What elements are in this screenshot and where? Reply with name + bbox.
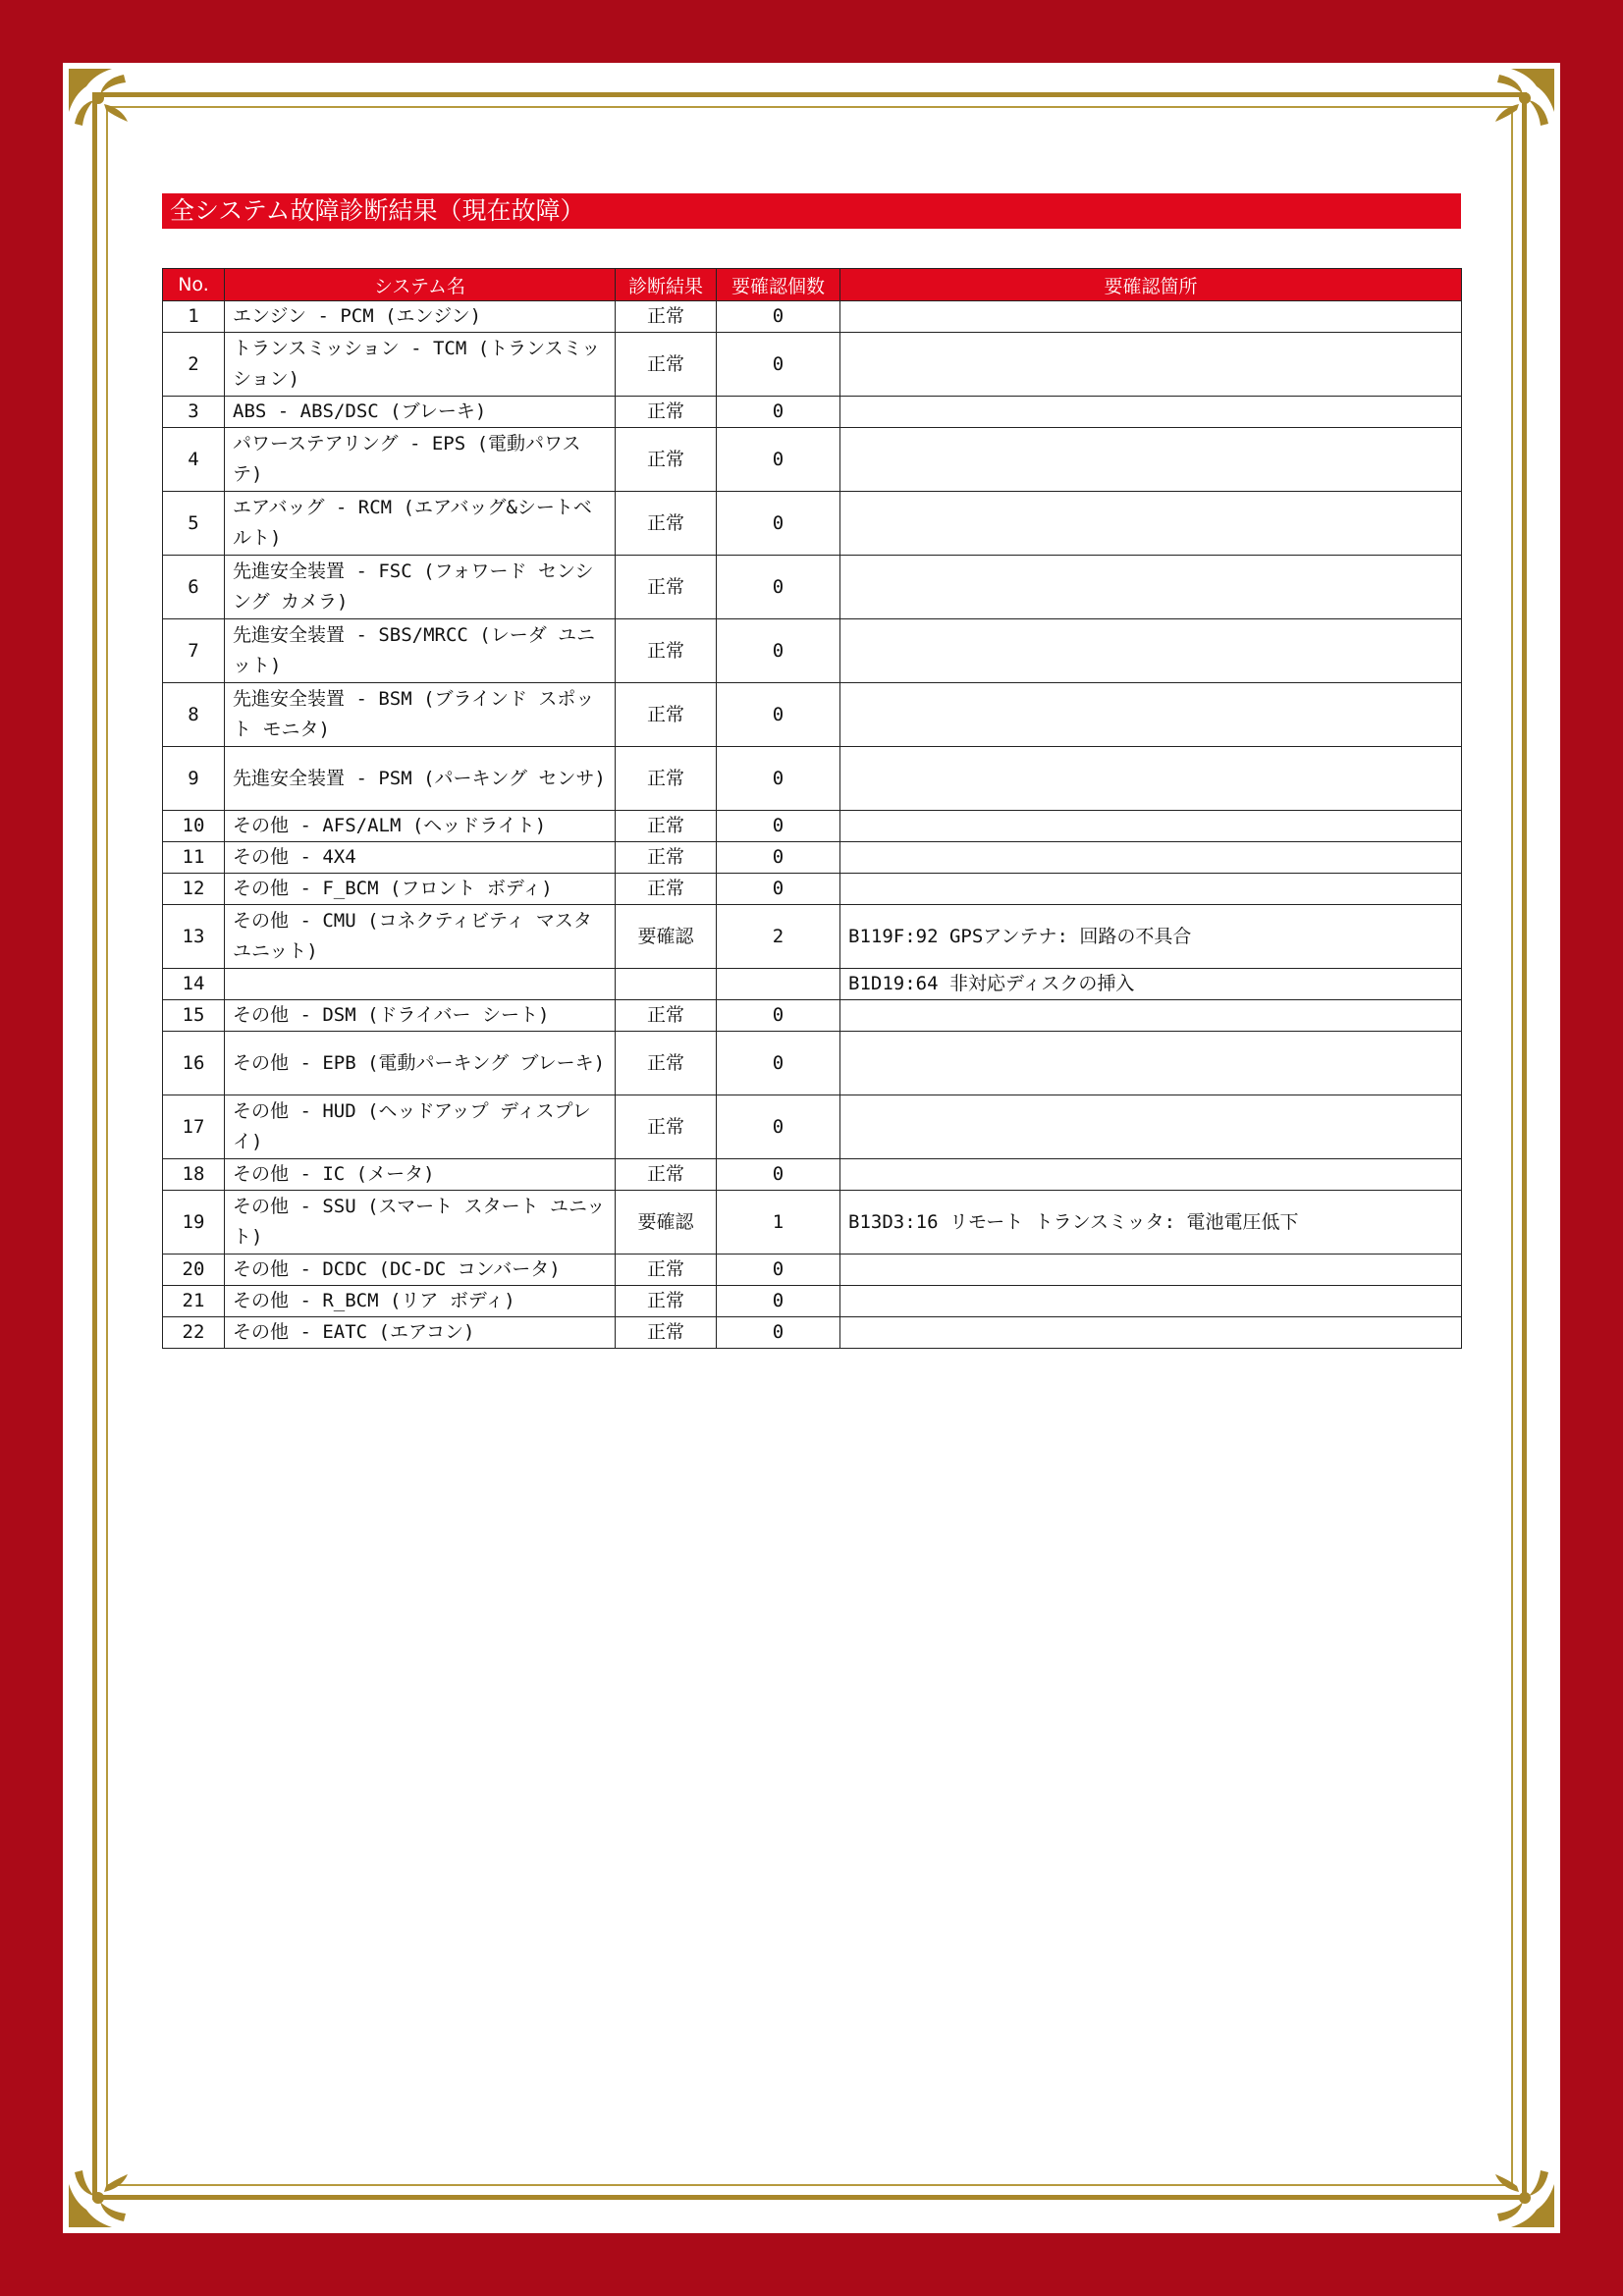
row-system-name xyxy=(225,969,616,1000)
table-row xyxy=(163,747,1462,811)
row-system-name: パワーステアリング - EPS (電動パワステ) xyxy=(225,428,616,492)
header-count: 要確認個数 xyxy=(717,269,840,301)
table-row xyxy=(163,1032,1462,1095)
row-number: 3 xyxy=(163,397,225,428)
row-number: 10 xyxy=(163,811,225,842)
table-row xyxy=(163,874,1462,905)
row-result: 正常 xyxy=(616,301,717,333)
table-body xyxy=(163,301,1462,1349)
row-result: 正常 xyxy=(616,811,717,842)
row-result: 正常 xyxy=(616,874,717,905)
table-row xyxy=(163,1255,1462,1286)
row-count: 0 xyxy=(717,428,840,492)
row-result: 正常 xyxy=(616,1032,717,1095)
table-row xyxy=(163,1000,1462,1032)
table-row xyxy=(163,333,1462,397)
row-location: B1D19:64 非対応ディスクの挿入 xyxy=(840,969,1462,1000)
row-count: 0 xyxy=(717,1255,840,1286)
row-location xyxy=(840,1159,1462,1191)
row-location xyxy=(840,556,1462,619)
row-system-name: その他 - F_BCM (フロント ボディ) xyxy=(225,874,616,905)
row-count: 0 xyxy=(717,811,840,842)
row-result: 要確認 xyxy=(616,905,717,969)
row-system-name: その他 - 4X4 xyxy=(225,842,616,874)
row-count: 0 xyxy=(717,1159,840,1191)
table-header-row xyxy=(163,269,1462,301)
row-system-name: その他 - R_BCM (リア ボディ) xyxy=(225,1286,616,1317)
row-count: 0 xyxy=(717,683,840,747)
row-result: 正常 xyxy=(616,428,717,492)
row-location xyxy=(840,683,1462,747)
row-result: 正常 xyxy=(616,1317,717,1349)
row-location xyxy=(840,301,1462,333)
row-count: 2 xyxy=(717,905,840,969)
table-row xyxy=(163,842,1462,874)
row-system-name: その他 - SSU (スマート スタート ユニット) xyxy=(225,1191,616,1255)
corner-ornament-icon xyxy=(1468,2141,1558,2231)
row-location xyxy=(840,428,1462,492)
table-row xyxy=(163,811,1462,842)
row-location xyxy=(840,397,1462,428)
row-result: 正常 xyxy=(616,1000,717,1032)
row-count: 0 xyxy=(717,492,840,556)
row-system-name: その他 - DSM (ドライバー シート) xyxy=(225,1000,616,1032)
row-system-name: その他 - AFS/ALM (ヘッドライト) xyxy=(225,811,616,842)
diagnosis-table xyxy=(162,268,1462,1349)
row-number: 16 xyxy=(163,1032,225,1095)
row-count: 0 xyxy=(717,874,840,905)
row-location xyxy=(840,842,1462,874)
row-count: 0 xyxy=(717,747,840,811)
header-location: 要確認箇所 xyxy=(840,269,1462,301)
row-number: 21 xyxy=(163,1286,225,1317)
row-result: 正常 xyxy=(616,1159,717,1191)
row-result: 正常 xyxy=(616,747,717,811)
row-result: 正常 xyxy=(616,492,717,556)
table-row xyxy=(163,1317,1462,1349)
table-row xyxy=(163,397,1462,428)
row-count: 0 xyxy=(717,842,840,874)
row-number: 9 xyxy=(163,747,225,811)
row-system-name: 先進安全装置 - SBS/MRCC (レーダ ユニット) xyxy=(225,619,616,683)
header-no: No. xyxy=(163,269,225,301)
row-result: 正常 xyxy=(616,1095,717,1159)
row-location xyxy=(840,492,1462,556)
row-location xyxy=(840,1000,1462,1032)
row-count: 0 xyxy=(717,619,840,683)
row-system-name: エアバッグ - RCM (エアバッグ&シートベルト) xyxy=(225,492,616,556)
header-system-name: システム名 xyxy=(225,269,616,301)
row-system-name: その他 - EPB (電動パーキング ブレーキ) xyxy=(225,1032,616,1095)
row-number: 11 xyxy=(163,842,225,874)
row-count: 1 xyxy=(717,1191,840,1255)
table-row xyxy=(163,969,1462,1000)
row-location: B119F:92 GPSアンテナ: 回路の不具合 xyxy=(840,905,1462,969)
row-number: 6 xyxy=(163,556,225,619)
table-row xyxy=(163,1286,1462,1317)
row-number: 8 xyxy=(163,683,225,747)
row-location xyxy=(840,333,1462,397)
table-row xyxy=(163,683,1462,747)
row-number: 7 xyxy=(163,619,225,683)
row-result: 正常 xyxy=(616,1286,717,1317)
row-result: 要確認 xyxy=(616,1191,717,1255)
row-count: 0 xyxy=(717,556,840,619)
table-row xyxy=(163,905,1462,969)
row-system-name: その他 - IC (メータ) xyxy=(225,1159,616,1191)
section-title: 全システム故障診断結果（現在故障） xyxy=(162,193,1461,229)
row-count: 0 xyxy=(717,1095,840,1159)
row-location xyxy=(840,747,1462,811)
table-row xyxy=(163,1191,1462,1255)
row-count: 0 xyxy=(717,333,840,397)
row-number: 17 xyxy=(163,1095,225,1159)
row-number: 22 xyxy=(163,1317,225,1349)
row-result xyxy=(616,969,717,1000)
row-count xyxy=(717,969,840,1000)
table-row xyxy=(163,428,1462,492)
row-system-name: エンジン - PCM (エンジン) xyxy=(225,301,616,333)
table-row xyxy=(163,492,1462,556)
table-row xyxy=(163,556,1462,619)
row-number: 12 xyxy=(163,874,225,905)
table-row xyxy=(163,1095,1462,1159)
row-result: 正常 xyxy=(616,1255,717,1286)
row-location xyxy=(840,1317,1462,1349)
row-system-name: その他 - DCDC (DC-DC コンバータ) xyxy=(225,1255,616,1286)
row-count: 0 xyxy=(717,397,840,428)
row-system-name: その他 - HUD (ヘッドアップ ディスプレイ) xyxy=(225,1095,616,1159)
row-location xyxy=(840,874,1462,905)
table-row xyxy=(163,619,1462,683)
row-number: 2 xyxy=(163,333,225,397)
row-count: 0 xyxy=(717,1032,840,1095)
row-count: 0 xyxy=(717,301,840,333)
table-row xyxy=(163,301,1462,333)
row-result: 正常 xyxy=(616,619,717,683)
row-result: 正常 xyxy=(616,397,717,428)
row-result: 正常 xyxy=(616,333,717,397)
row-number: 14 xyxy=(163,969,225,1000)
row-location xyxy=(840,619,1462,683)
row-location xyxy=(840,811,1462,842)
corner-ornament-icon xyxy=(65,65,155,155)
row-count: 0 xyxy=(717,1286,840,1317)
row-location xyxy=(840,1286,1462,1317)
row-number: 19 xyxy=(163,1191,225,1255)
row-number: 1 xyxy=(163,301,225,333)
row-number: 15 xyxy=(163,1000,225,1032)
row-number: 20 xyxy=(163,1255,225,1286)
row-result: 正常 xyxy=(616,683,717,747)
row-number: 5 xyxy=(163,492,225,556)
row-location xyxy=(840,1255,1462,1286)
row-system-name: その他 - CMU (コネクティビティ マスタ ユニット) xyxy=(225,905,616,969)
row-system-name: ABS - ABS/DSC (ブレーキ) xyxy=(225,397,616,428)
header-result: 診断結果 xyxy=(616,269,717,301)
row-number: 18 xyxy=(163,1159,225,1191)
row-system-name: その他 - EATC (エアコン) xyxy=(225,1317,616,1349)
row-count: 0 xyxy=(717,1317,840,1349)
row-number: 4 xyxy=(163,428,225,492)
row-result: 正常 xyxy=(616,842,717,874)
row-system-name: トランスミッション - TCM (トランスミッション) xyxy=(225,333,616,397)
row-system-name: 先進安全装置 - FSC (フォワード センシング カメラ) xyxy=(225,556,616,619)
row-location xyxy=(840,1095,1462,1159)
row-system-name: 先進安全装置 - PSM (パーキング センサ) xyxy=(225,747,616,811)
corner-ornament-icon xyxy=(1468,65,1558,155)
row-number: 13 xyxy=(163,905,225,969)
table-row xyxy=(163,1159,1462,1191)
row-location xyxy=(840,1032,1462,1095)
row-count: 0 xyxy=(717,1000,840,1032)
corner-ornament-icon xyxy=(65,2141,155,2231)
row-system-name: 先進安全装置 - BSM (ブラインド スポット モニタ) xyxy=(225,683,616,747)
row-location: B13D3:16 リモート トランスミッタ: 電池電圧低下 xyxy=(840,1191,1462,1255)
row-result: 正常 xyxy=(616,556,717,619)
